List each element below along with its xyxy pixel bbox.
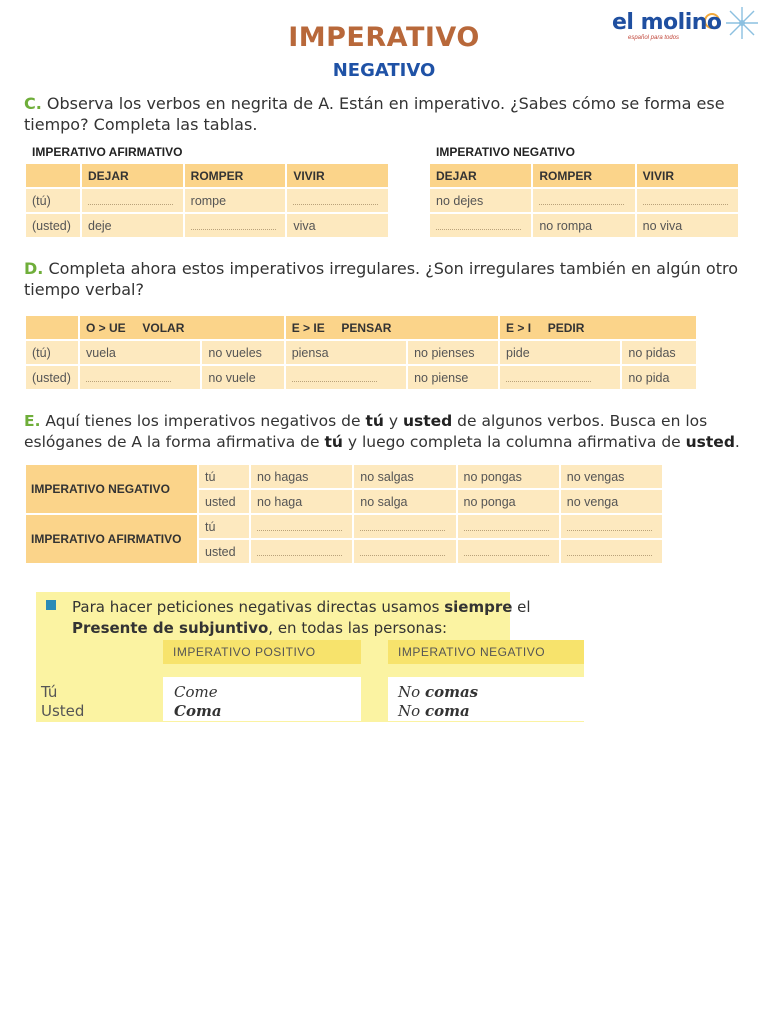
col-header: ROMPER: [185, 164, 286, 187]
answer-blank[interactable]: [458, 515, 559, 538]
col-header: DEJAR: [430, 164, 531, 187]
answer-blank[interactable]: [354, 540, 455, 563]
table-cell: no hagas: [251, 465, 352, 488]
note-bold: Presente de subjuntivo: [72, 619, 269, 637]
prompt-bold: usted: [402, 412, 453, 430]
negative-forms-table: [24, 463, 664, 565]
table-cell: viva: [287, 214, 388, 237]
exercise-d-text: Completa ahora estos imperativos irregulares. ¿Son irregulares también en algún otro tiempo verbal?: [24, 259, 738, 299]
table-cell: piensa: [286, 341, 406, 364]
vowel-change: E > IE: [291, 320, 325, 335]
table-cell: no pongas: [458, 465, 559, 488]
prompt-bold: usted: [685, 433, 735, 451]
row-label: (usted): [26, 366, 78, 389]
answer-blank[interactable]: [286, 366, 406, 389]
answer-blank[interactable]: [533, 189, 634, 212]
note-text: [72, 597, 531, 639]
prompt-part: Aquí tienes los imperativos negativos de: [45, 412, 366, 430]
row-label: (tú): [26, 341, 78, 364]
afi-section-label: IMPERATIVO AFIRMATIVO: [26, 515, 197, 563]
page-subtitle: NEGATIVO: [332, 60, 436, 81]
table-cell: no rompa: [533, 214, 634, 237]
note-part: Para hacer peticiones negativas directas usamos: [72, 598, 445, 616]
logo-tagline: español para todos: [628, 35, 680, 41]
irregular-table: [24, 314, 698, 391]
vowel-change: O > UE: [86, 320, 126, 335]
table-cell: no vuele: [202, 366, 283, 389]
answer-blank[interactable]: [561, 515, 662, 538]
answer-blank[interactable]: [251, 515, 352, 538]
answer-blank[interactable]: [637, 189, 738, 212]
table-cell: no pida: [622, 366, 696, 389]
table-cell: vuela: [80, 341, 200, 364]
person-label: tú: [199, 465, 249, 488]
table-cell: no salga: [354, 490, 455, 513]
example-part: No: [398, 702, 425, 720]
group-header: [80, 316, 284, 339]
table-cell: rompe: [185, 189, 286, 212]
note-bold: siempre: [444, 598, 513, 616]
afirmativo-table: [24, 162, 390, 239]
vowel-change: E > I: [506, 320, 532, 335]
example-bold: Coma: [174, 702, 222, 720]
table-cell: no vueles: [202, 341, 283, 364]
table-cell: no pidas: [622, 341, 696, 364]
answer-blank[interactable]: [80, 366, 200, 389]
exercise-e-letter: E.: [24, 412, 41, 430]
prompt-part: y luego completa la columna afirmativa de: [342, 433, 686, 451]
note-part: el: [512, 598, 531, 616]
example-neg-tu: [398, 683, 478, 701]
col-header: DEJAR: [82, 164, 183, 187]
exercise-c-text: Observa los verbos en negrita de A. Están en imperativo. ¿Sabes cómo se forma ese tiempo? Completa las tablas.: [24, 94, 725, 134]
group-header: [500, 316, 696, 339]
row-label: (tú): [26, 189, 80, 212]
afirmativo-caption: IMPERATIVO AFIRMATIVO: [32, 145, 183, 159]
person-label: tú: [199, 515, 249, 538]
neg-section-label: IMPERATIVO NEGATIVO: [26, 465, 197, 513]
verb-name: VOLAR: [142, 320, 185, 335]
table-cell: no piense: [408, 366, 498, 389]
note-part: , en todas las personas:: [268, 619, 448, 637]
prompt-part: .: [734, 433, 740, 451]
row-label: (usted): [26, 214, 80, 237]
table-cell: pide: [500, 341, 620, 364]
exercise-e-prompt: [24, 411, 754, 453]
table-cell: no venga: [561, 490, 662, 513]
answer-blank[interactable]: [251, 540, 352, 563]
table-cell: no vengas: [561, 465, 662, 488]
answer-blank[interactable]: [561, 540, 662, 563]
person-label: usted: [199, 490, 249, 513]
table-cell: no ponga: [458, 490, 559, 513]
prompt-part: y: [383, 412, 403, 430]
answer-blank[interactable]: [185, 214, 286, 237]
logo-text: el molino: [612, 10, 722, 35]
table-cell: no salgas: [354, 465, 455, 488]
example-bold: comas: [424, 683, 479, 701]
bullet-square-icon: [46, 600, 56, 610]
negativo-caption: IMPERATIVO NEGATIVO: [436, 145, 575, 159]
table-cell: no haga: [251, 490, 352, 513]
example-neg-usted: [398, 702, 470, 720]
exercise-c-prompt: [24, 93, 754, 135]
example-pos-tu: Come: [174, 683, 218, 701]
col-header-negative: IMPERATIVO NEGATIVO: [388, 640, 584, 664]
corner-cell: [26, 316, 78, 339]
answer-blank[interactable]: [500, 366, 620, 389]
col-header-positive: IMPERATIVO POSITIVO: [163, 640, 361, 664]
answer-blank[interactable]: [458, 540, 559, 563]
group-header: [286, 316, 498, 339]
answer-blank[interactable]: [287, 189, 388, 212]
prompt-bold: tú: [365, 412, 384, 430]
answer-blank[interactable]: [354, 515, 455, 538]
answer-blank[interactable]: [430, 214, 531, 237]
page-title: IMPERATIVO: [288, 22, 480, 53]
table-cell: deje: [82, 214, 183, 237]
row-label-tu: Tú: [41, 683, 58, 701]
exercise-d-letter: D.: [24, 259, 44, 278]
col-header: VIVIR: [637, 164, 738, 187]
col-header: VIVIR: [287, 164, 388, 187]
table-cell: no viva: [637, 214, 738, 237]
exercise-d-prompt: [24, 258, 754, 300]
verb-name: PENSAR: [341, 320, 392, 335]
corner-cell: [26, 164, 80, 187]
person-label: usted: [199, 540, 249, 563]
table-cell: no pienses: [408, 341, 498, 364]
prompt-bold: tú: [324, 433, 343, 451]
example-part: No: [398, 683, 425, 701]
col-header: ROMPER: [533, 164, 634, 187]
exercise-c-letter: C.: [24, 94, 42, 113]
prompt-part: de algunos verbos. Busca en los eslóganes de A la forma afirmativa de: [24, 412, 708, 451]
negativo-table: [428, 162, 740, 239]
table-cell: no dejes: [430, 189, 531, 212]
example-bold: coma: [424, 702, 470, 720]
row-label-usted: Usted: [41, 702, 85, 720]
example-pos-usted: [174, 702, 222, 720]
verb-name: PEDIR: [547, 320, 585, 335]
answer-blank[interactable]: [82, 189, 183, 212]
